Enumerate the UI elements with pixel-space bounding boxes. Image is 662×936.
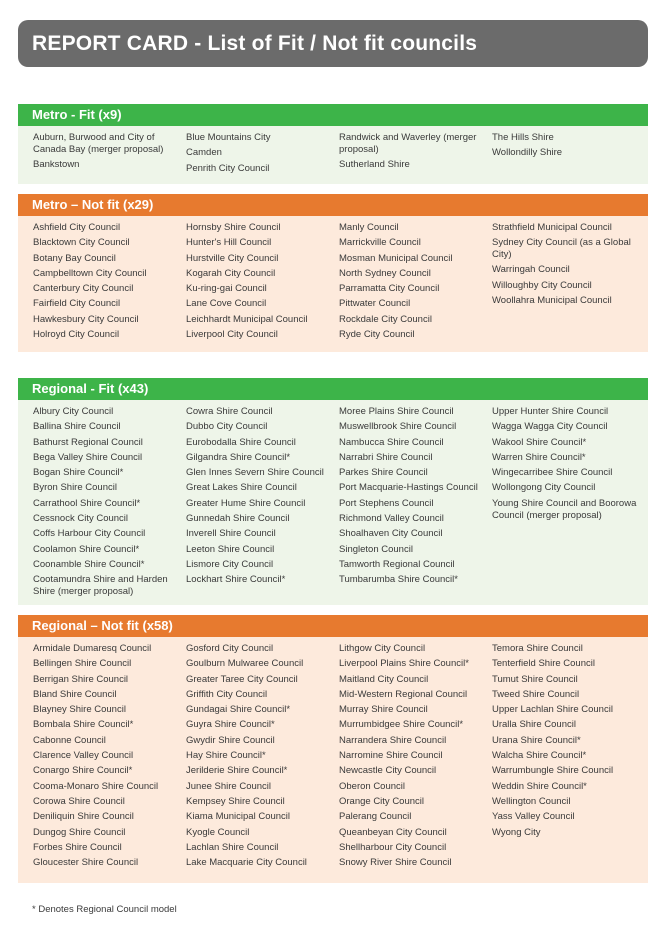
council-item: Lismore City Council: [186, 558, 274, 570]
council-item: Byron Shire Council: [33, 482, 117, 494]
council-item: Gosford City Council: [186, 643, 274, 654]
section-regional-fit: [18, 378, 648, 605]
council-column: [33, 132, 186, 184]
council-item: Cessnock City Council: [33, 513, 129, 525]
council-item: Gilgandra Shire Council*: [186, 451, 291, 463]
council-item: Blue Mountains City: [186, 132, 271, 143]
council-item: Armidale Dumaresq Council: [33, 643, 152, 654]
council-item: Gloucester Shire Council: [33, 857, 139, 869]
section-metro-not-fit: [18, 194, 648, 352]
council-item: Tumbarumba Shire Council*: [339, 574, 458, 586]
council-item: Lake Macquarie City Council: [186, 857, 307, 869]
council-column: [33, 222, 186, 352]
council-item: Auburn, Burwood and City of Canada Bay (merger proposal): [33, 132, 164, 155]
council-item: Cabonne Council: [33, 734, 106, 746]
council-column: [492, 643, 645, 883]
council-column: [33, 406, 186, 605]
council-item: Campbelltown City Council: [33, 267, 147, 279]
council-item: Marrickville Council: [339, 237, 421, 249]
council-item: Warrumbungle Shire Council: [492, 765, 614, 777]
council-item: Gwydir Shire Council: [186, 734, 275, 746]
section-heading: Regional - Fit (x43): [18, 378, 648, 400]
council-column: [492, 222, 645, 352]
council-item: Lockhart Shire Council*: [186, 574, 286, 586]
council-item: Glen Innes Severn Shire Council: [186, 467, 324, 479]
council-item: Shoalhaven City Council: [339, 528, 443, 540]
council-item: Ku-ring-gai Council: [186, 283, 267, 295]
council-item: Narrandera Shire Council: [339, 734, 447, 746]
council-item: Walcha Shire Council*: [492, 750, 587, 762]
council-item: Moree Plains Shire Council: [339, 406, 454, 417]
council-item: Hunter's Hill Council: [186, 237, 272, 249]
council-item: Parkes Shire Council: [339, 467, 428, 479]
council-item: Bankstown: [33, 159, 80, 171]
council-item: Greater Taree City Council: [186, 673, 298, 685]
council-item: Shellharbour City Council: [339, 841, 447, 853]
section-body: [18, 400, 648, 605]
footnote: * Denotes Regional Council model: [32, 904, 177, 915]
council-item: Guyra Shire Council*: [186, 719, 275, 731]
council-item: Bellingen Shire Council: [33, 658, 132, 670]
council-item: Strathfield Municipal Council: [492, 222, 612, 233]
council-item: Warringah Council: [492, 264, 570, 276]
council-item: Corowa Shire Council: [33, 795, 125, 807]
council-item: Weddin Shire Council*: [492, 780, 587, 792]
council-item: Orange City Council: [339, 795, 425, 807]
council-item: Temora Shire Council: [492, 643, 583, 654]
council-item: Botany Bay Council: [33, 252, 116, 264]
council-item: Wyong City: [492, 826, 541, 838]
council-item: Griffith City Council: [186, 688, 268, 700]
council-item: Mosman Municipal Council: [339, 252, 453, 264]
council-item: Hornsby Shire Council: [186, 222, 281, 233]
council-item: Randwick and Waverley (merger proposal): [339, 132, 477, 155]
council-item: Ballina Shire Council: [33, 421, 121, 433]
council-item: Yass Valley Council: [492, 811, 575, 823]
council-item: Bogan Shire Council*: [33, 467, 124, 479]
council-item: Inverell Shire Council: [186, 528, 276, 540]
council-item: Lithgow City Council: [339, 643, 426, 654]
council-item: Forbes Shire Council: [33, 841, 122, 853]
council-item: Cooma-Monaro Shire Council: [33, 780, 159, 792]
council-item: Sydney City Council (as a Global City): [492, 237, 631, 261]
council-item: Eurobodalla Shire Council: [186, 436, 296, 448]
council-item: Ryde City Council: [339, 329, 415, 341]
section-regional-not-fit: [18, 615, 648, 883]
council-item: Wakool Shire Council*: [492, 436, 587, 448]
council-item: Conargo Shire Council*: [33, 765, 133, 777]
council-item: Berrigan Shire Council: [33, 673, 129, 685]
section-body: [18, 637, 648, 883]
council-item: Fairfield City Council: [33, 298, 121, 310]
council-item: Uralla Shire Council: [492, 719, 576, 731]
page-title: REPORT CARD - List of Fit / Not fit councils: [18, 20, 648, 67]
council-item: Upper Lachlan Shire Council: [492, 704, 613, 716]
council-item: Mid-Western Regional Council: [339, 688, 468, 700]
council-item: Muswellbrook Shire Council: [339, 421, 457, 433]
council-item: Queanbeyan City Council: [339, 826, 447, 838]
council-item: Tumut Shire Council: [492, 673, 578, 685]
council-column: [186, 222, 339, 352]
council-item: Wagga Wagga City Council: [492, 421, 608, 433]
council-item: Murray Shire Council: [339, 704, 428, 716]
council-item: Junee Shire Council: [186, 780, 272, 792]
council-column: [339, 406, 492, 605]
council-item: Gunnedah Shire Council: [186, 513, 290, 525]
council-item: Blacktown City Council: [33, 237, 130, 249]
council-item: Goulburn Mulwaree Council: [186, 658, 304, 670]
council-item: Urana Shire Council*: [492, 734, 581, 746]
council-item: Canterbury City Council: [33, 283, 134, 295]
council-item: Narrabri Shire Council: [339, 451, 433, 463]
council-item: Woollahra Municipal Council: [492, 294, 612, 306]
council-item: The Hills Shire: [492, 132, 554, 143]
council-item: Warren Shire Council*: [492, 451, 586, 463]
council-item: Port Stephens Council: [339, 497, 434, 509]
council-item: Upper Hunter Shire Council: [492, 406, 609, 417]
council-item: Kiama Municipal Council: [186, 811, 291, 823]
council-item: Liverpool Plains Shire Council*: [339, 658, 469, 670]
council-column: [492, 406, 645, 605]
council-item: Cowra Shire Council: [186, 406, 273, 417]
council-item: Richmond Valley Council: [339, 513, 444, 525]
council-item: Newcastle City Council: [339, 765, 437, 777]
council-item: Willoughby City Council: [492, 279, 592, 291]
council-item: Young Shire Council and Boorowa Council (merger proposal): [492, 497, 637, 521]
council-column: [186, 643, 339, 883]
council-item: Liverpool City Council: [186, 329, 278, 341]
council-item: Nambucca Shire Council: [339, 436, 444, 448]
council-item: Bathurst Regional Council: [33, 436, 143, 448]
council-item: Wellington Council: [492, 795, 571, 807]
council-item: Oberon Council: [339, 780, 406, 792]
council-item: Penrith City Council: [186, 162, 270, 174]
council-item: Narromine Shire Council: [339, 750, 443, 762]
council-item: Bega Valley Shire Council: [33, 451, 143, 463]
council-item: Coolamon Shire Council*: [33, 543, 140, 555]
council-item: Kogarah City Council: [186, 267, 276, 279]
council-column: [33, 643, 186, 883]
council-item: Dungog Shire Council: [33, 826, 126, 838]
section-heading: Metro – Not fit (x29): [18, 194, 648, 216]
council-item: Cootamundra Shire and Harden Shire (merger proposal): [33, 574, 168, 598]
council-column: [492, 132, 645, 184]
council-item: Port Macquarie-Hastings Council: [339, 482, 478, 494]
council-item: Kyogle Council: [186, 826, 250, 838]
council-item: Clarence Valley Council: [33, 750, 134, 762]
council-item: Great Lakes Shire Council: [186, 482, 297, 494]
council-item: Tweed Shire Council: [492, 688, 580, 700]
council-item: Bland Shire Council: [33, 688, 117, 700]
council-item: Pittwater Council: [339, 298, 411, 310]
council-item: Deniliquin Shire Council: [33, 811, 134, 823]
council-item: Dubbo City Council: [186, 421, 268, 433]
council-item: Holroyd City Council: [33, 329, 120, 341]
council-item: Blayney Shire Council: [33, 704, 126, 716]
council-item: Palerang Council: [339, 811, 412, 823]
council-item: Leeton Shire Council: [186, 543, 275, 555]
council-item: North Sydney Council: [339, 267, 431, 279]
council-item: Wollongong City Council: [492, 482, 596, 494]
section-metro-fit: [18, 104, 648, 184]
council-column: [339, 643, 492, 883]
council-column: [186, 132, 339, 184]
council-item: Leichhardt Municipal Council: [186, 313, 308, 325]
council-item: Hay Shire Council*: [186, 750, 266, 762]
section-heading: Regional – Not fit (x58): [18, 615, 648, 637]
council-item: Lane Cove Council: [186, 298, 267, 310]
council-item: Singleton Council: [339, 543, 413, 555]
section-body: [18, 216, 648, 352]
council-item: Sutherland Shire: [339, 159, 410, 171]
council-item: Kempsey Shire Council: [186, 795, 285, 807]
council-item: Gundagai Shire Council*: [186, 704, 291, 716]
council-item: Hurstville City Council: [186, 252, 279, 264]
council-column: [186, 406, 339, 605]
council-item: Hawkesbury City Council: [33, 313, 139, 325]
section-heading: Metro - Fit (x9): [18, 104, 648, 126]
council-item: Tenterfield Shire Council: [492, 658, 595, 670]
council-item: Wingecarribee Shire Council: [492, 467, 613, 479]
council-item: Ashfield City Council: [33, 222, 121, 233]
council-item: Bombala Shire Council*: [33, 719, 134, 731]
council-item: Murrumbidgee Shire Council*: [339, 719, 464, 731]
council-item: Greater Hume Shire Council: [186, 497, 306, 509]
council-item: Coffs Harbour City Council: [33, 528, 146, 540]
council-item: Coonamble Shire Council*: [33, 558, 145, 570]
council-item: Tamworth Regional Council: [339, 558, 455, 570]
council-item: Snowy River Shire Council: [339, 857, 452, 869]
council-item: Maitland City Council: [339, 673, 429, 685]
council-item: Carrathool Shire Council*: [33, 497, 141, 509]
council-item: Albury City Council: [33, 406, 114, 417]
council-item: Jerilderie Shire Council*: [186, 765, 288, 777]
section-body: [18, 126, 648, 184]
council-item: Manly Council: [339, 222, 399, 233]
council-column: [339, 222, 492, 352]
council-item: Lachlan Shire Council: [186, 841, 279, 853]
council-item: Camden: [186, 147, 222, 159]
council-column: [339, 132, 492, 184]
council-item: Wollondilly Shire: [492, 147, 563, 159]
council-item: Parramatta City Council: [339, 283, 440, 295]
council-item: Rockdale City Council: [339, 313, 432, 325]
